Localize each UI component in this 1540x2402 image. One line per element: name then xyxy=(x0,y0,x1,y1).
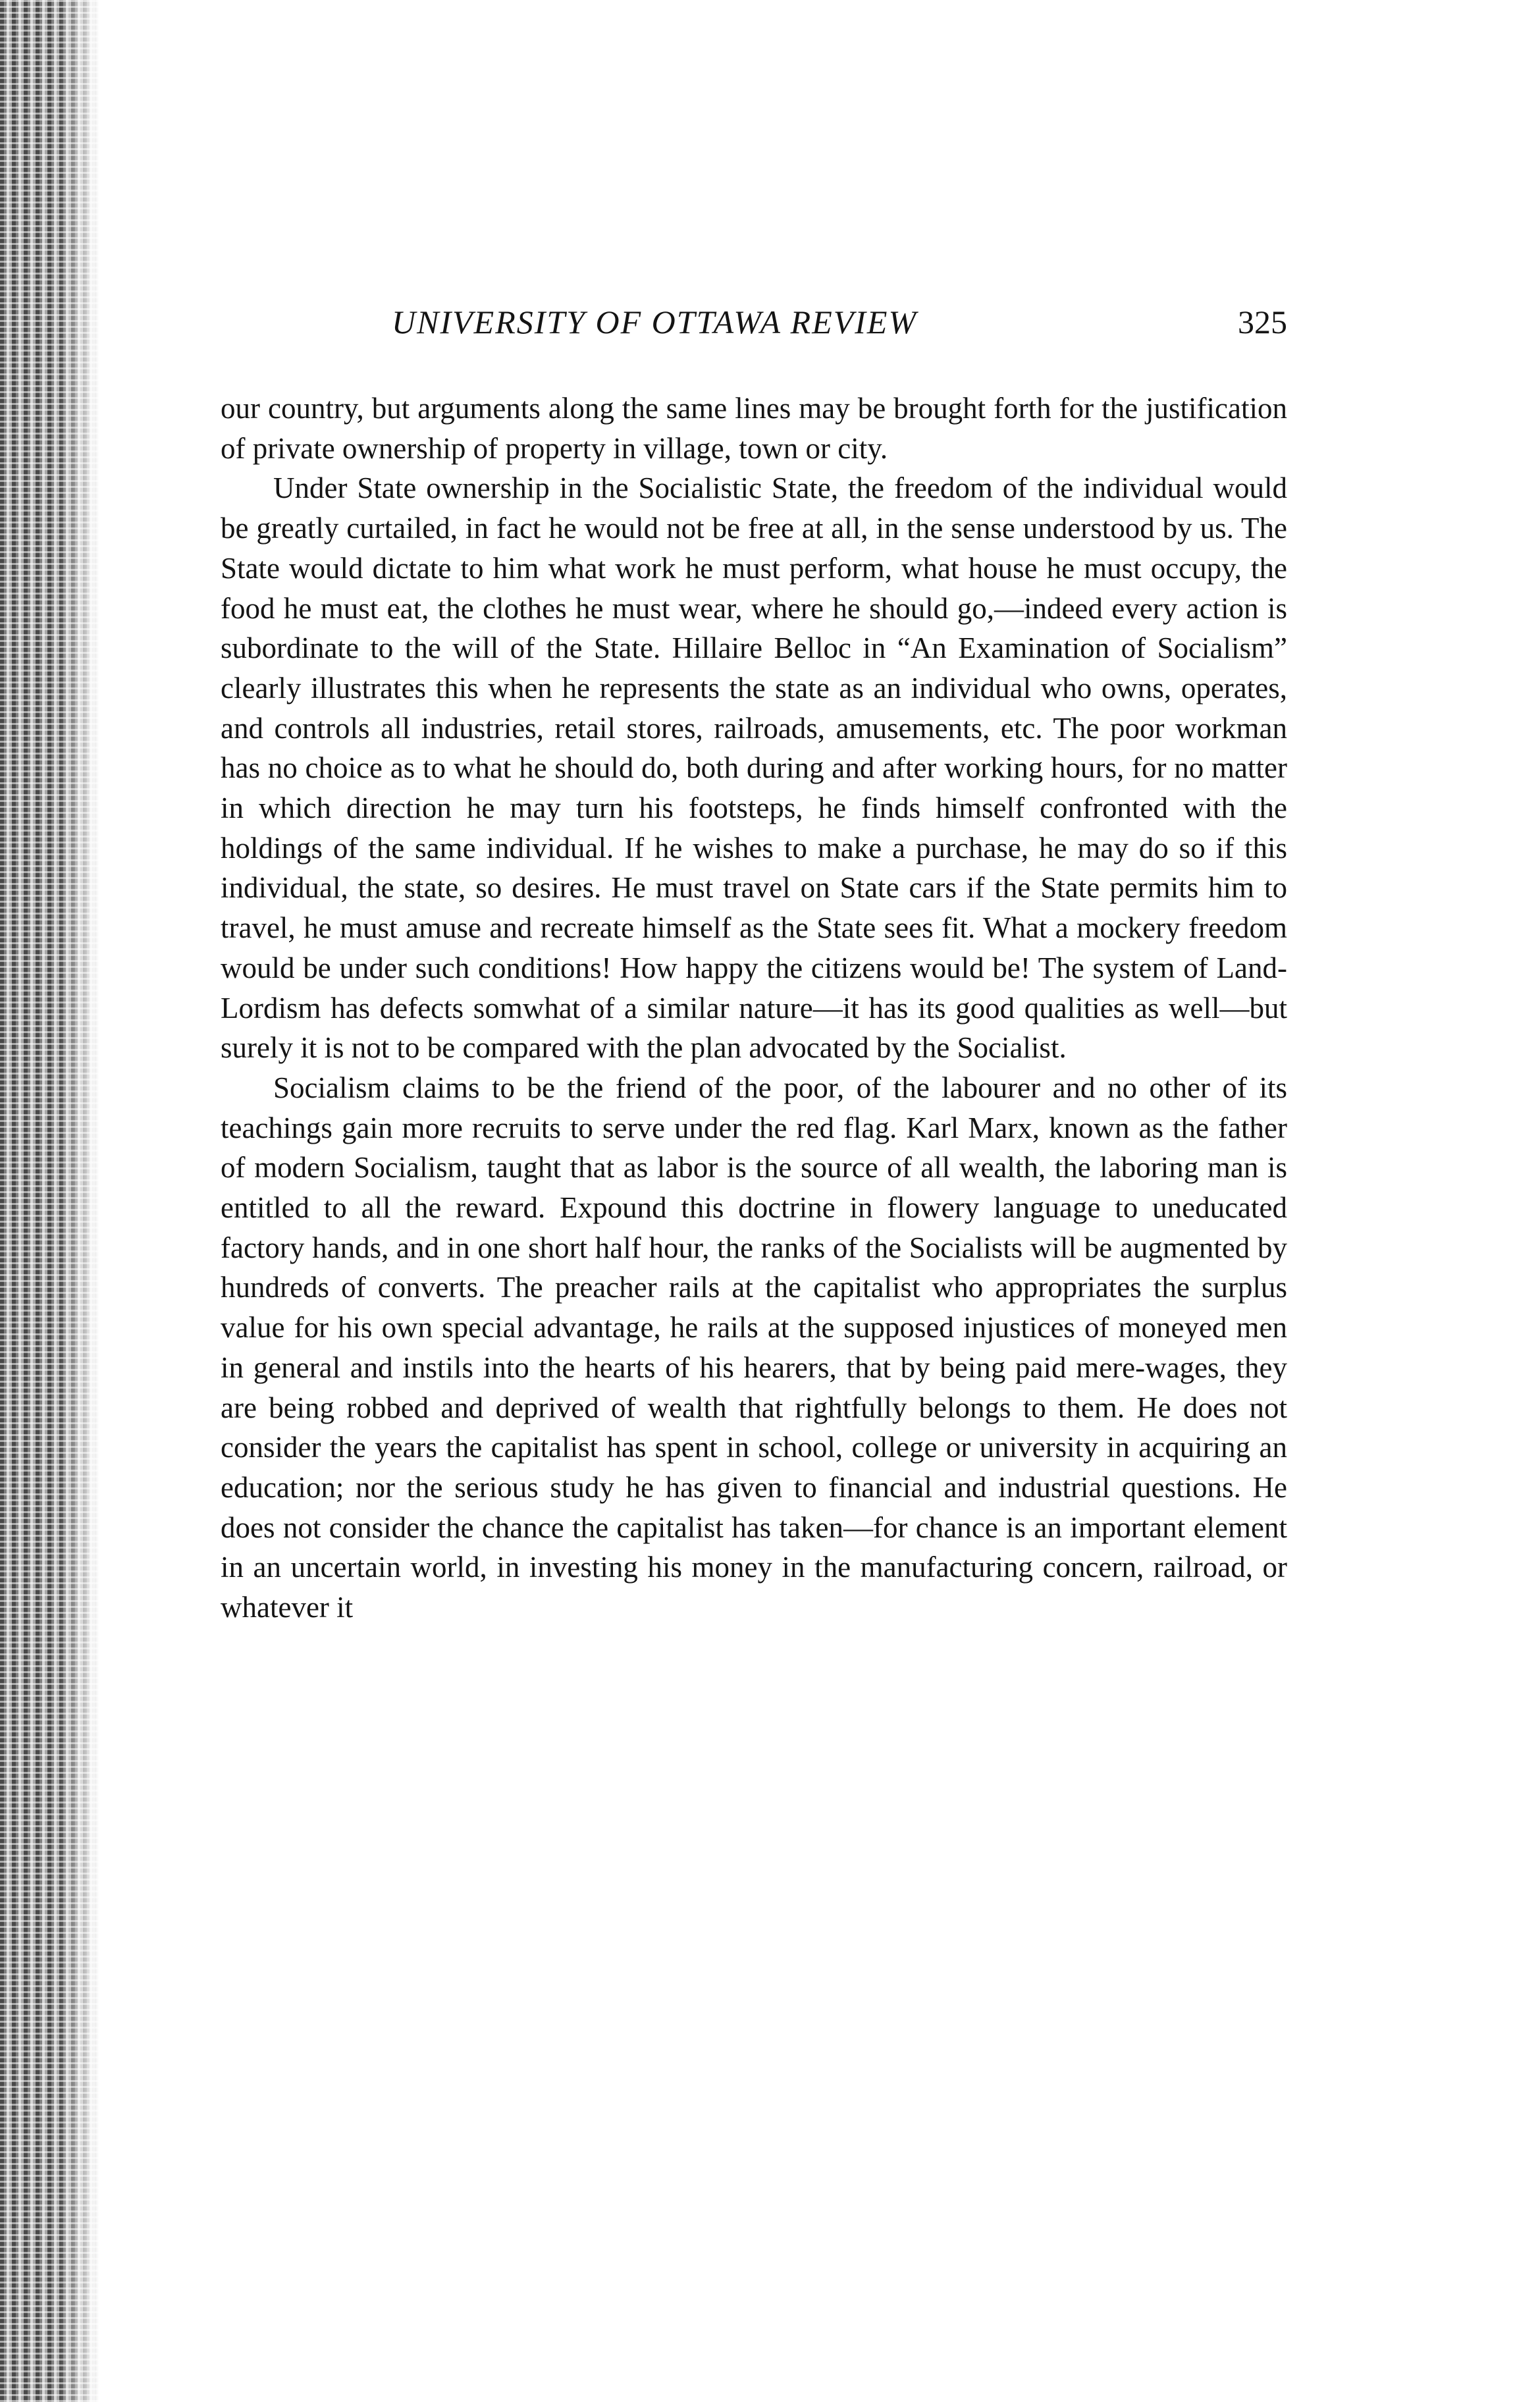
page-number: 325 xyxy=(1238,304,1287,340)
paragraph-state-ownership: Under State ownership in the Socialistic State, the freedom of the individual would be greatly curtailed, in fact he would not be free at all, in the sense understood by us. The State would dictate to him what work he must perform, what house he must occupy, the food he must eat, the clothes he must wear, where he should go,—indeed every action is subordinate to the will of the State. Hillaire Belloc in “An Examination of Socialism” clearly illustrates this when he represents the state as an individual who owns, operates, and controls all industries, retail stores, railroads, amusements, etc. The poor workman has no choice as to what he should do, both during and after working hours, for no matter in which direction he may turn his footsteps, he finds himself confronted with the holdings of the same individual. If he wishes to make a purchase, he may do so if this individual, the state, so desires. He must travel on State cars if the State permits him to travel, he must amuse and recreate himself as the State sees fit. What a mockery freedom would be under such conditions! How happy the citizens would be! The system of Land-Lordism has defects somwhat of a similar nature—it has its good qualities as well—but surely it is not to be compared with the plan advocated by the Socialist. xyxy=(221,471,1287,1065)
paragraph-socialism-claims: Socialism claims to be the friend of the poor, of the labourer and no other of its teachings gain more recruits to serve under the red flag. Karl Marx, known as the father of modern Socialism, taught that as labor is the source of all wealth, the laboring man is entitled to all the reward. Expound this doctrine in flowery language to uneducated factory hands, and in one short half hour, the ranks of the Socialists will be augmented by hundreds of converts. The preacher rails at the capitalist who appropriates the surplus value for his own special advantage, he rails at the supposed injustices of moneyed men in general and instils into the hearts of his hearers, that by being paid mere-wages, they are being robbed and deprived of wealth that rightfully belongs to them. He does not consider the years the capitalist has spent in school, college or university in acquiring an education; nor the serious study he has given to financial and industrial questions. He does not consider the chance the capitalist has taken—for chance is an important element in an uncertain world, in investing his money in the manufacturing concern, railroad, or whatever it xyxy=(221,1071,1287,1624)
running-header xyxy=(221,303,1287,356)
paragraph-continuation: our country, but arguments along the same lines may be brought forth for the justification of private ownership of property in village, town or city. xyxy=(221,392,1287,465)
running-title: UNIVERSITY OF OTTAWA REVIEW xyxy=(392,304,918,340)
scanned-binding-edge xyxy=(0,0,99,2402)
page-body xyxy=(221,388,1287,1628)
